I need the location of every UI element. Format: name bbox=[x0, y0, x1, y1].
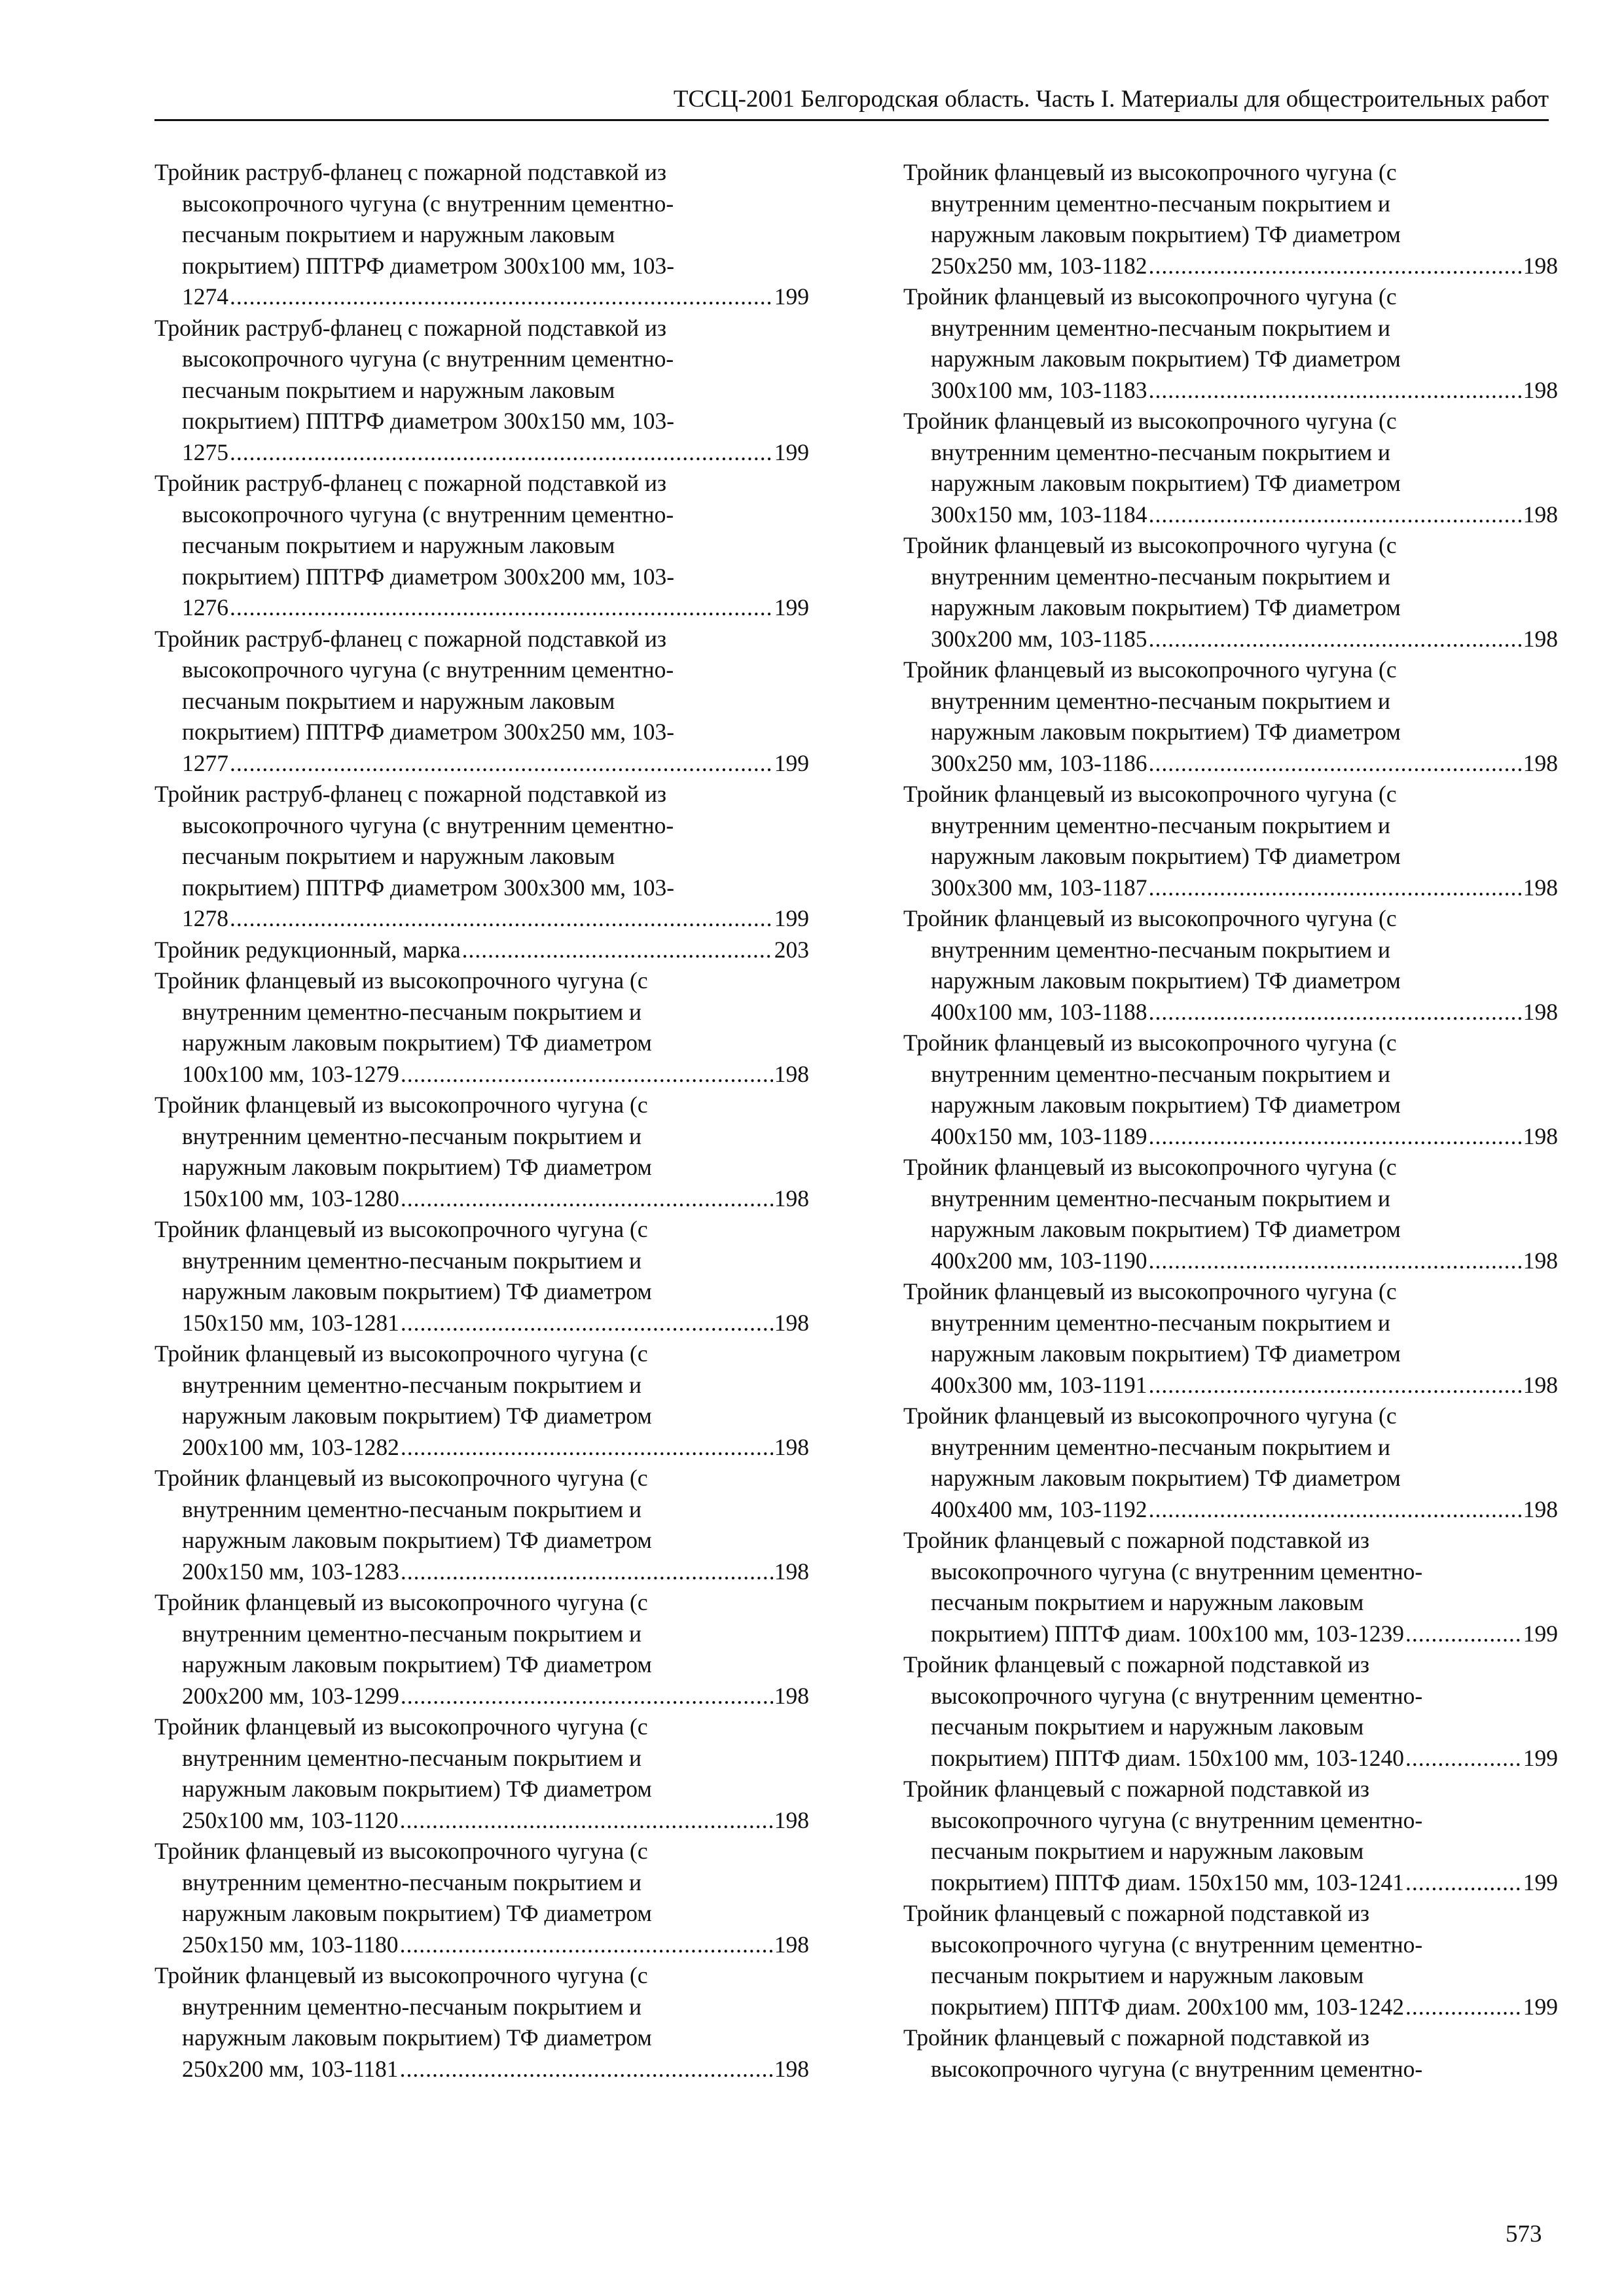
page-number: 573 bbox=[1506, 2221, 1542, 2248]
entry-text-line: Тройник фланцевый из высокопрочного чугуна (с bbox=[903, 781, 1397, 807]
entry-last-line bbox=[903, 1246, 1558, 1277]
entry-last-line bbox=[154, 1432, 809, 1463]
entry-text-line: наружным лаковым покрытием) ТФ диаметром bbox=[182, 1403, 652, 1429]
entry-last-line bbox=[154, 903, 809, 935]
index-entry bbox=[903, 281, 1558, 406]
entry-text-line: Тройник фланцевый из высокопрочного чугуна (с bbox=[903, 159, 1397, 185]
entry-last-line bbox=[903, 1619, 1558, 1650]
entry-text-line: покрытием) ППТРФ диаметром 300x300 мм, 103- bbox=[182, 874, 675, 901]
entry-text-line: внутренним цементно-песчаным покрытием и bbox=[182, 1869, 642, 1895]
entry-text-line: 400x150 мм, 103-1189 bbox=[931, 1122, 1147, 1149]
entry-text-line: покрытием) ППТФ диам. 100x100 мм, 103-1239 bbox=[931, 1620, 1405, 1647]
entry-last-line bbox=[154, 592, 809, 624]
dot-leader bbox=[1149, 1494, 1522, 1526]
entry-text-line: песчаным покрытием и наружным лаковым bbox=[182, 532, 615, 558]
entry-page-number: 198 bbox=[774, 1682, 809, 1709]
entry-text-line: 400x400 мм, 103-1192 bbox=[931, 1496, 1147, 1522]
entry-text-line: наружным лаковым покрытием) ТФ диаметром bbox=[182, 2024, 652, 2051]
entry-last-line bbox=[903, 872, 1558, 904]
entry-text-line: внутренним цементно-песчаным покрытием и bbox=[931, 190, 1391, 217]
entry-page-number: 199 bbox=[774, 439, 809, 465]
index-entry bbox=[154, 1463, 809, 1587]
index-entry bbox=[154, 1587, 809, 1712]
entry-text-line: 400x100 мм, 103-1188 bbox=[931, 998, 1147, 1025]
entry-text-line: внутренним цементно-песчаным покрытием и bbox=[931, 936, 1391, 963]
entry-text-line: внутренним цементно-песчаным покрытием и bbox=[931, 812, 1391, 838]
index-entry bbox=[903, 1028, 1558, 1152]
entry-text-line: Тройник фланцевый с пожарной подставкой из bbox=[903, 2024, 1370, 2051]
entry-text-line: внутренним цементно-песчаным покрытием и bbox=[931, 1185, 1391, 1211]
entry-page-number: 199 bbox=[1523, 1620, 1558, 1647]
entry-text-line: наружным лаковым покрытием) ТФ диаметром bbox=[931, 346, 1401, 372]
index-entry bbox=[154, 779, 809, 935]
entry-text-line: наружным лаковым покрытием) ТФ диаметром bbox=[931, 221, 1401, 247]
entry-last-line bbox=[154, 281, 809, 313]
index-entry bbox=[154, 1836, 809, 1960]
entry-last-line bbox=[903, 748, 1558, 780]
dot-leader bbox=[230, 748, 773, 780]
entry-text-line: Тройник раструб-фланец с пожарной подставкой из bbox=[154, 781, 667, 807]
entry-text-line: высокопрочного чугуна (с внутренним цементно- bbox=[931, 1931, 1423, 1958]
entry-text-line: внутренним цементно-песчаным покрытием и bbox=[931, 563, 1391, 590]
entry-last-line bbox=[154, 935, 809, 966]
entry-text-line: покрытием) ППТРФ диаметром 300x150 мм, 103- bbox=[182, 408, 675, 434]
entry-page-number: 199 bbox=[1523, 1993, 1558, 2020]
entry-text-line: Тройник фланцевый из высокопрочного чугуна (с bbox=[903, 532, 1397, 558]
entry-text-line: высокопрочного чугуна (с внутренним цементно- bbox=[931, 1558, 1423, 1585]
entry-text-line: внутренним цементно-песчаным покрытием и bbox=[931, 314, 1391, 341]
entry-last-line bbox=[154, 2054, 809, 2085]
entry-text-line: Тройник фланцевый из высокопрочного чугуна (с bbox=[154, 1340, 648, 1367]
entry-page-number: 198 bbox=[1523, 749, 1558, 776]
entry-text-line: 300x150 мм, 103-1184 bbox=[931, 501, 1147, 528]
entry-text-line: Тройник фланцевый из высокопрочного чугуна (с bbox=[154, 1216, 648, 1242]
entry-page-number: 198 bbox=[774, 1806, 809, 1833]
dot-leader bbox=[1405, 1619, 1522, 1650]
entry-text-line: Тройник фланцевый из высокопрочного чугуна (с bbox=[903, 1403, 1397, 1429]
entry-last-line bbox=[154, 437, 809, 469]
dot-leader bbox=[1405, 1743, 1522, 1774]
dot-leader bbox=[1405, 1992, 1522, 2023]
entry-page-number: 198 bbox=[1523, 252, 1558, 279]
index-entry bbox=[903, 1898, 1558, 2022]
entry-text-line: наружным лаковым покрытием) ТФ диаметром bbox=[931, 1092, 1401, 1118]
index-entry bbox=[903, 406, 1558, 530]
entry-page-number: 198 bbox=[1523, 1122, 1558, 1149]
entry-page-number: 199 bbox=[774, 594, 809, 620]
index-entry bbox=[154, 1712, 809, 1836]
entry-text-line: наружным лаковым покрытием) ТФ диаметром bbox=[931, 1216, 1401, 1242]
index-entry bbox=[903, 903, 1558, 1028]
entry-last-line bbox=[154, 1556, 809, 1588]
entry-text-line: Тройник раструб-фланец с пожарной подставкой из bbox=[154, 314, 667, 341]
entry-text-line: 1277 bbox=[182, 749, 228, 776]
entry-text-line: 1274 bbox=[182, 283, 228, 310]
entry-text-line: Тройник фланцевый из высокопрочного чугуна (с bbox=[903, 408, 1397, 434]
entry-text-line: песчаным покрытием и наружным лаковым bbox=[182, 376, 615, 403]
entry-text-line: 1276 bbox=[182, 594, 228, 620]
entry-page-number: 198 bbox=[774, 1185, 809, 1211]
entry-page-number: 199 bbox=[1523, 1869, 1558, 1895]
entry-text-line: наружным лаковым покрытием) ТФ диаметром bbox=[931, 470, 1401, 496]
dot-leader bbox=[401, 1432, 773, 1463]
dot-leader bbox=[462, 935, 773, 966]
entry-text-line: 250x100 мм, 103-1120 bbox=[182, 1806, 399, 1833]
entry-page-number: 199 bbox=[1523, 1744, 1558, 1771]
entry-text-line: Тройник фланцевый с пожарной подставкой из bbox=[903, 1900, 1370, 1926]
entry-text-line: 400x300 мм, 103-1191 bbox=[931, 1371, 1147, 1398]
entry-text-line: высокопрочного чугуна (с внутренним цементно- bbox=[931, 1682, 1423, 1709]
entry-last-line bbox=[903, 1370, 1558, 1401]
entry-text-line: песчаным покрытием и наружным лаковым bbox=[931, 1713, 1364, 1740]
entry-page-number: 198 bbox=[774, 2055, 809, 2082]
entry-page-number: 198 bbox=[1523, 1247, 1558, 1274]
entry-text-line: внутренним цементно-песчаным покрытием и bbox=[182, 1247, 642, 1274]
entry-last-line bbox=[903, 1743, 1558, 1774]
dot-leader bbox=[230, 592, 773, 624]
entry-text-line: покрытием) ППТФ диам. 150x150 мм, 103-1241 bbox=[931, 1869, 1405, 1895]
index-entry bbox=[154, 1338, 809, 1463]
index-entry bbox=[903, 530, 1558, 655]
entry-last-line bbox=[903, 499, 1558, 531]
dot-leader bbox=[230, 281, 773, 313]
entry-text-line: наружным лаковым покрытием) ТФ диаметром bbox=[182, 1278, 652, 1304]
entry-text-line: внутренним цементно-песчаным покрытием и bbox=[931, 1060, 1391, 1087]
entry-page-number: 198 bbox=[1523, 1371, 1558, 1398]
dot-leader bbox=[401, 1059, 773, 1090]
entry-last-line bbox=[154, 1059, 809, 1090]
dot-leader bbox=[1149, 1246, 1522, 1277]
dot-leader bbox=[401, 1183, 773, 1215]
entry-last-line bbox=[903, 375, 1558, 406]
entry-text-line: Тройник фланцевый из высокопрочного чугуна (с bbox=[154, 1092, 648, 1118]
entry-text-line: внутренним цементно-песчаным покрытием и bbox=[931, 1309, 1391, 1336]
index-entry bbox=[154, 935, 809, 966]
entry-text-line: Тройник раструб-фланец с пожарной подставкой из bbox=[154, 159, 667, 185]
index-entry bbox=[154, 965, 809, 1090]
index-entry bbox=[903, 1774, 1558, 1898]
entry-page-number: 198 bbox=[1523, 501, 1558, 528]
dot-leader bbox=[400, 1929, 773, 1961]
entry-page-number: 199 bbox=[774, 905, 809, 931]
entry-text-line: 300x200 мм, 103-1185 bbox=[931, 625, 1147, 652]
dot-leader bbox=[1149, 748, 1522, 780]
dot-leader bbox=[1149, 1370, 1522, 1401]
entry-text-line: внутренним цементно-песчаным покрытием и bbox=[182, 1993, 642, 2020]
entry-page-number: 198 bbox=[774, 1060, 809, 1087]
entry-page-number: 198 bbox=[774, 1558, 809, 1585]
index-entry bbox=[154, 468, 809, 624]
entry-text-line: внутренним цементно-песчаным покрытием и bbox=[182, 1620, 642, 1647]
entry-text-line: Тройник фланцевый из высокопрочного чугуна (с bbox=[903, 1154, 1397, 1180]
entry-text-line: наружным лаковым покрытием) ТФ диаметром bbox=[182, 1527, 652, 1553]
entry-text-line: внутренним цементно-песчаным покрытием и bbox=[182, 1122, 642, 1149]
entry-text-line: 200x200 мм, 103-1299 bbox=[182, 1682, 399, 1709]
entry-text-line: Тройник фланцевый из высокопрочного чугуна (с bbox=[154, 967, 648, 994]
entry-text-line: Тройник фланцевый из высокопрочного чугуна (с bbox=[903, 1030, 1397, 1056]
entry-text-line: 300x300 мм, 103-1187 bbox=[931, 874, 1147, 901]
entry-text-line: внутренним цементно-песчаным покрытием и bbox=[182, 1744, 642, 1771]
entry-text-line: наружным лаковым покрытием) ТФ диаметром bbox=[931, 967, 1401, 994]
dot-leader bbox=[1149, 997, 1522, 1028]
entry-text-line: высокопрочного чугуна (с внутренним цементно- bbox=[931, 1806, 1423, 1833]
entry-text-line: Тройник фланцевый из высокопрочного чугуна (с bbox=[154, 1962, 648, 1988]
entry-text-line: 250x200 мм, 103-1181 bbox=[182, 2055, 399, 2082]
entry-text-line: песчаным покрытием и наружным лаковым bbox=[182, 843, 615, 869]
entry-text-line: наружным лаковым покрытием) ТФ диаметром bbox=[931, 1465, 1401, 1491]
entry-last-line bbox=[903, 251, 1558, 282]
entry-page-number: 198 bbox=[774, 1433, 809, 1460]
entry-text-line: покрытием) ППТФ диам. 200x100 мм, 103-1242 bbox=[931, 1993, 1405, 2020]
entry-last-line bbox=[154, 1929, 809, 1961]
entry-text-line: наружным лаковым покрытием) ТФ диаметром bbox=[182, 1651, 652, 1677]
entry-text-line: Тройник редукционный, марка bbox=[154, 936, 461, 963]
index-column-right bbox=[903, 157, 1558, 2085]
entry-last-line bbox=[154, 1308, 809, 1339]
dot-leader bbox=[1149, 499, 1522, 531]
entry-text-line: наружным лаковым покрытием) ТФ диаметром bbox=[931, 719, 1401, 745]
entry-text-line: наружным лаковым покрытием) ТФ диаметром bbox=[931, 594, 1401, 620]
dot-leader bbox=[400, 1805, 773, 1837]
entry-text-line: внутренним цементно-песчаным покрытием и bbox=[182, 1371, 642, 1398]
entry-text-line: 250x150 мм, 103-1180 bbox=[182, 1931, 399, 1958]
entry-text-line: 300x250 мм, 103-1186 bbox=[931, 749, 1147, 776]
entry-text-line: Тройник фланцевый из высокопрочного чугуна (с bbox=[154, 1589, 648, 1615]
entry-text-line: 150x100 мм, 103-1280 bbox=[182, 1185, 399, 1211]
entry-last-line bbox=[154, 748, 809, 780]
entry-text-line: Тройник фланцевый из высокопрочного чугуна (с bbox=[903, 905, 1397, 931]
entry-text-line: Тройник раструб-фланец с пожарной подставкой из bbox=[154, 625, 667, 652]
index-entry bbox=[154, 1960, 809, 2085]
entry-text-line: Тройник фланцевый с пожарной подставкой из bbox=[903, 1651, 1370, 1677]
entry-text-line: наружным лаковым покрытием) ТФ диаметром bbox=[182, 1900, 652, 1926]
entry-page-number: 198 bbox=[774, 1309, 809, 1336]
entry-text-line: 300x100 мм, 103-1183 bbox=[931, 376, 1147, 403]
index-entry bbox=[903, 1401, 1558, 1525]
dot-leader bbox=[1405, 1867, 1522, 1899]
entry-text-line: высокопрочного чугуна (с внутренним цементно- bbox=[182, 190, 674, 217]
entry-text-line: наружным лаковым покрытием) ТФ диаметром bbox=[182, 1776, 652, 1802]
entry-text-line: высокопрочного чугуна (с внутренним цементно- bbox=[931, 2055, 1423, 2082]
dot-leader bbox=[1149, 251, 1522, 282]
entry-page-number: 198 bbox=[1523, 998, 1558, 1025]
entry-text-line: Тройник раструб-фланец с пожарной подставкой из bbox=[154, 470, 667, 496]
entry-text-line: песчаным покрытием и наружным лаковым bbox=[182, 687, 615, 714]
entry-last-line bbox=[154, 1805, 809, 1837]
entry-text-line: покрытием) ППТФ диам. 150x100 мм, 103-1240 bbox=[931, 1744, 1405, 1771]
entry-text-line: Тройник фланцевый из высокопрочного чугуна (с bbox=[903, 656, 1397, 683]
entry-text-line: 150x150 мм, 103-1281 bbox=[182, 1309, 399, 1336]
entry-text-line: внутренним цементно-песчаным покрытием и bbox=[182, 1496, 642, 1522]
entry-page-number: 203 bbox=[774, 936, 809, 963]
entry-text-line: высокопрочного чугуна (с внутренним цементно- bbox=[182, 812, 674, 838]
entry-last-line bbox=[903, 1494, 1558, 1526]
entry-text-line: 400x200 мм, 103-1190 bbox=[931, 1247, 1147, 1274]
index-entry bbox=[154, 157, 809, 313]
entry-page-number: 198 bbox=[1523, 874, 1558, 901]
entry-last-line bbox=[903, 624, 1558, 655]
entry-text-line: песчаным покрытием и наружным лаковым bbox=[931, 1962, 1364, 1988]
entry-last-line bbox=[903, 1121, 1558, 1153]
entry-last-line bbox=[903, 997, 1558, 1028]
index-entry bbox=[903, 157, 1558, 281]
dot-leader bbox=[1149, 1121, 1522, 1153]
entry-last-line bbox=[154, 1681, 809, 1712]
index-entry bbox=[154, 313, 809, 469]
entry-last-line bbox=[903, 1867, 1558, 1899]
dot-leader bbox=[401, 1308, 773, 1339]
entry-text-line: внутренним цементно-песчаным покрытием и bbox=[182, 998, 642, 1025]
entry-text-line: внутренним цементно-песчаным покрытием и bbox=[931, 439, 1391, 465]
entry-text-line: высокопрочного чугуна (с внутренним цементно- bbox=[182, 346, 674, 372]
index-entry bbox=[903, 1276, 1558, 1401]
entry-page-number: 199 bbox=[774, 749, 809, 776]
running-header: ТССЦ-2001 Белгородская область. Часть I. Материалы для общестроительных работ bbox=[154, 84, 1549, 121]
entry-text-line: песчаным покрытием и наружным лаковым bbox=[182, 221, 615, 247]
dot-leader bbox=[1149, 375, 1522, 406]
entry-text-line: песчаным покрытием и наружным лаковым bbox=[931, 1589, 1364, 1615]
entry-text-line: покрытием) ППТРФ диаметром 300x250 мм, 103- bbox=[182, 719, 675, 745]
entry-page-number: 198 bbox=[1523, 625, 1558, 652]
entry-text-line: Тройник фланцевый из высокопрочного чугуна (с bbox=[154, 1838, 648, 1864]
dot-leader bbox=[1149, 872, 1522, 904]
entry-text-line: 1275 bbox=[182, 439, 228, 465]
entry-text-line: наружным лаковым покрытием) ТФ диаметром bbox=[182, 1154, 652, 1180]
entry-text-line: Тройник фланцевый из высокопрочного чугуна (с bbox=[903, 283, 1397, 310]
entry-text-line: Тройник фланцевый из высокопрочного чугуна (с bbox=[903, 1278, 1397, 1304]
index-entry bbox=[903, 1152, 1558, 1276]
entry-last-line bbox=[903, 1992, 1558, 2023]
entry-text-line: 1278 bbox=[182, 905, 228, 931]
dot-leader bbox=[1149, 624, 1522, 655]
entry-text-line: внутренним цементно-песчаным покрытием и bbox=[931, 687, 1391, 714]
entry-text-line: Тройник фланцевый с пожарной подставкой из bbox=[903, 1776, 1370, 1802]
dot-leader bbox=[400, 2054, 773, 2085]
entry-text-line: наружным лаковым покрытием) ТФ диаметром bbox=[931, 1340, 1401, 1367]
entry-text-line: внутренним цементно-песчаным покрытием и bbox=[931, 1433, 1391, 1460]
entry-page-number: 198 bbox=[1523, 376, 1558, 403]
entry-text-line: наружным лаковым покрытием) ТФ диаметром bbox=[931, 843, 1401, 869]
entry-text-line: 200x100 мм, 103-1282 bbox=[182, 1433, 399, 1460]
dot-leader bbox=[230, 903, 773, 935]
dot-leader bbox=[401, 1681, 773, 1712]
entry-text-line: покрытием) ППТРФ диаметром 300x200 мм, 103- bbox=[182, 563, 675, 590]
index-entry bbox=[154, 1214, 809, 1338]
entry-text-line: песчаным покрытием и наружным лаковым bbox=[931, 1838, 1364, 1864]
entry-text-line: высокопрочного чугуна (с внутренним цементно- bbox=[182, 501, 674, 528]
entry-text-line: высокопрочного чугуна (с внутренним цементно- bbox=[182, 656, 674, 683]
entry-text-line: Тройник фланцевый с пожарной подставкой из bbox=[903, 1527, 1370, 1553]
entry-text-line: Тройник фланцевый из высокопрочного чугуна (с bbox=[154, 1465, 648, 1491]
index-entry bbox=[903, 1649, 1558, 1774]
entry-page-number: 199 bbox=[774, 283, 809, 310]
entry-page-number: 198 bbox=[774, 1931, 809, 1958]
entry-text-line: покрытием) ППТРФ диаметром 300x100 мм, 103- bbox=[182, 252, 675, 279]
index-entry bbox=[903, 779, 1558, 903]
entry-text-line: 200x150 мм, 103-1283 bbox=[182, 1558, 399, 1585]
entry-page-number: 198 bbox=[1523, 1496, 1558, 1522]
index-entry bbox=[903, 655, 1558, 779]
index-column-left bbox=[154, 157, 809, 2085]
index-entry bbox=[903, 2022, 1558, 2085]
dot-leader bbox=[401, 1556, 773, 1588]
entry-text-line: наружным лаковым покрытием) ТФ диаметром bbox=[182, 1030, 652, 1056]
dot-leader bbox=[230, 437, 773, 469]
entry-text-line: 100x100 мм, 103-1279 bbox=[182, 1060, 399, 1087]
index-entry bbox=[154, 1090, 809, 1214]
entry-text-line: Тройник фланцевый из высокопрочного чугуна (с bbox=[154, 1713, 648, 1740]
index-entry bbox=[154, 624, 809, 780]
index-entry bbox=[903, 1525, 1558, 1649]
entry-last-line bbox=[154, 1183, 809, 1215]
entry-text-line: 250x250 мм, 103-1182 bbox=[931, 252, 1147, 279]
